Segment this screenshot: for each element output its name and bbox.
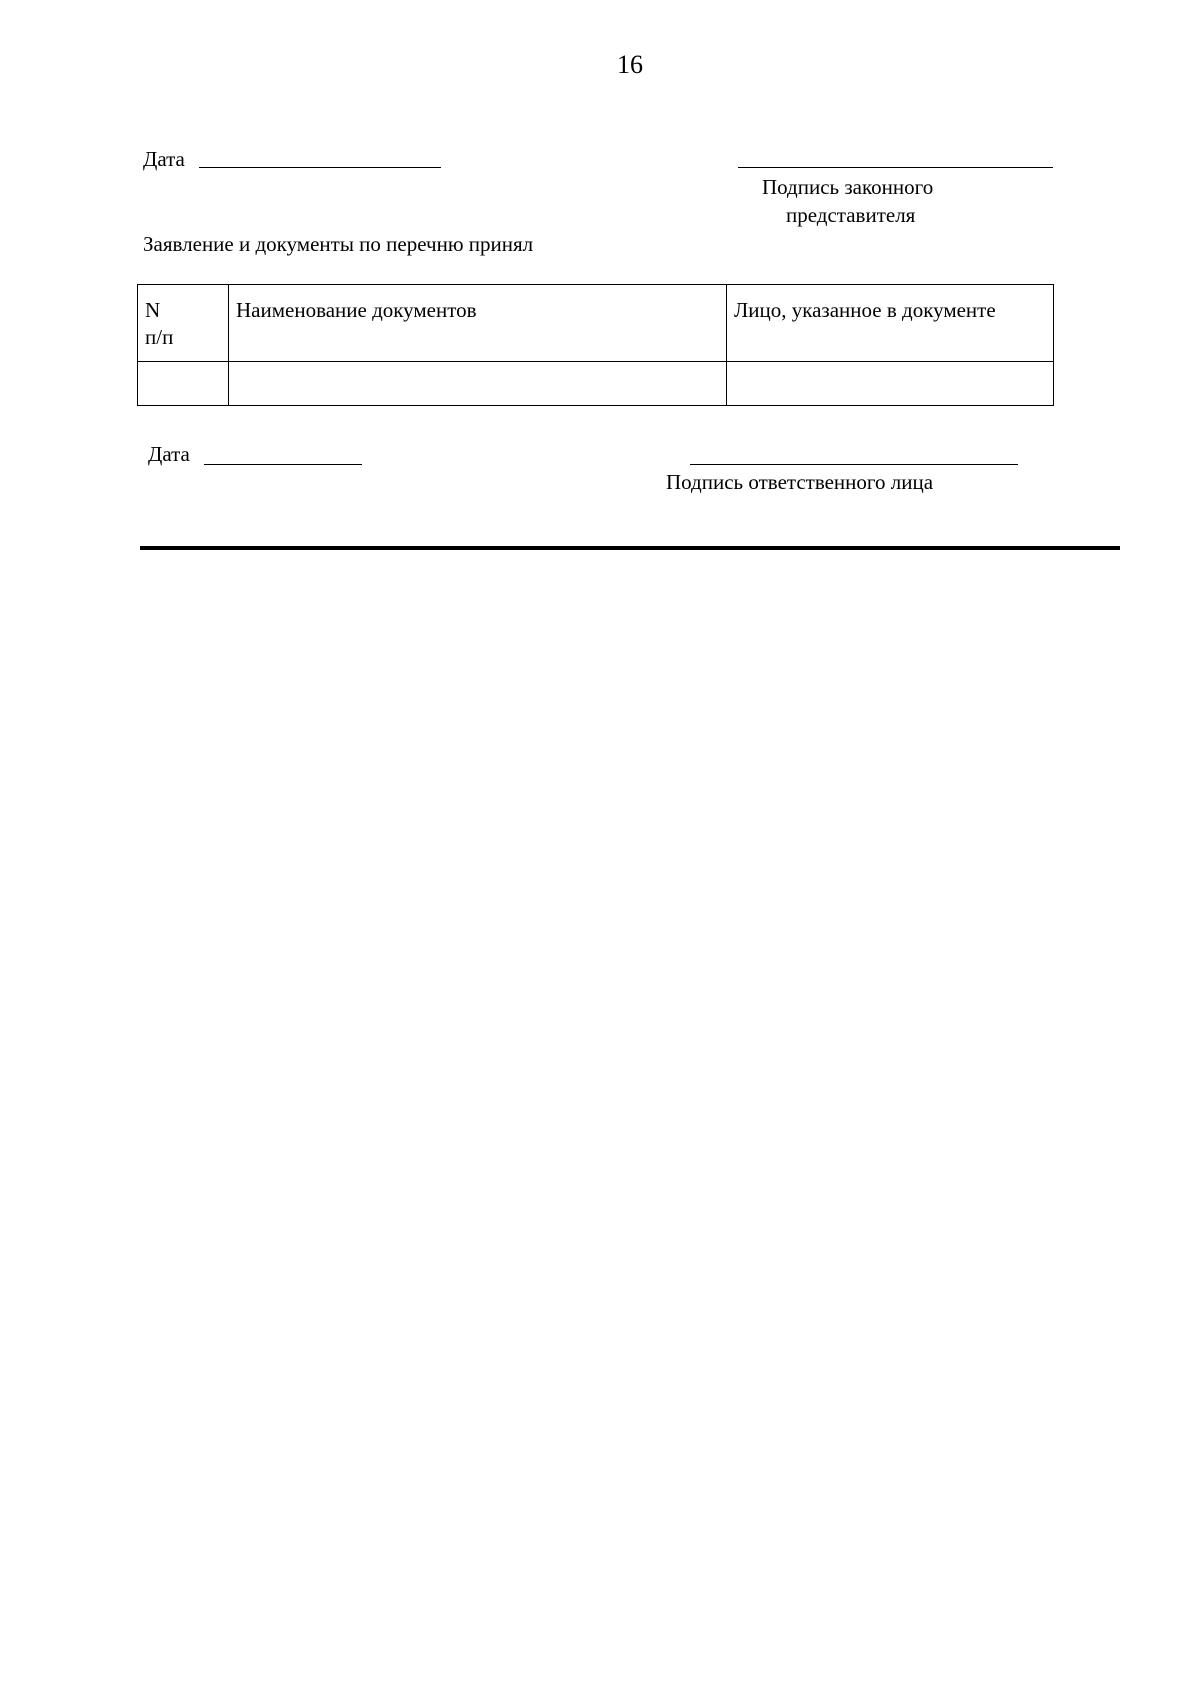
acceptance-text: Заявление и документы по перечню принял — [143, 232, 534, 256]
official-date-label: Дата — [148, 442, 190, 466]
header-person: Лицо, указанное в документе — [727, 285, 1054, 362]
signature-caption-line2: представителя — [786, 203, 916, 227]
cell-number — [138, 362, 229, 406]
page-number: 16 — [617, 50, 643, 79]
cell-document-name — [229, 362, 727, 406]
official-signature-line — [690, 464, 1018, 465]
table-header-row — [138, 285, 1054, 362]
header-number — [138, 285, 229, 362]
header-document-name: Наименование документов — [229, 285, 727, 362]
table-row — [138, 362, 1054, 406]
header-number-line1: N — [145, 298, 161, 322]
applicant-date-line — [199, 167, 441, 168]
horizontal-rule — [140, 546, 1120, 550]
cell-person — [727, 362, 1054, 406]
documents-table — [137, 284, 1054, 406]
applicant-date-label: Дата — [143, 147, 185, 171]
official-signature-caption: Подпись ответственного лица — [666, 470, 934, 494]
signature-caption-line1: Подпись законного — [762, 175, 934, 199]
legal-representative-signature-line — [738, 167, 1053, 168]
official-date-line — [204, 464, 362, 465]
header-number-line2: п/п — [145, 325, 174, 349]
